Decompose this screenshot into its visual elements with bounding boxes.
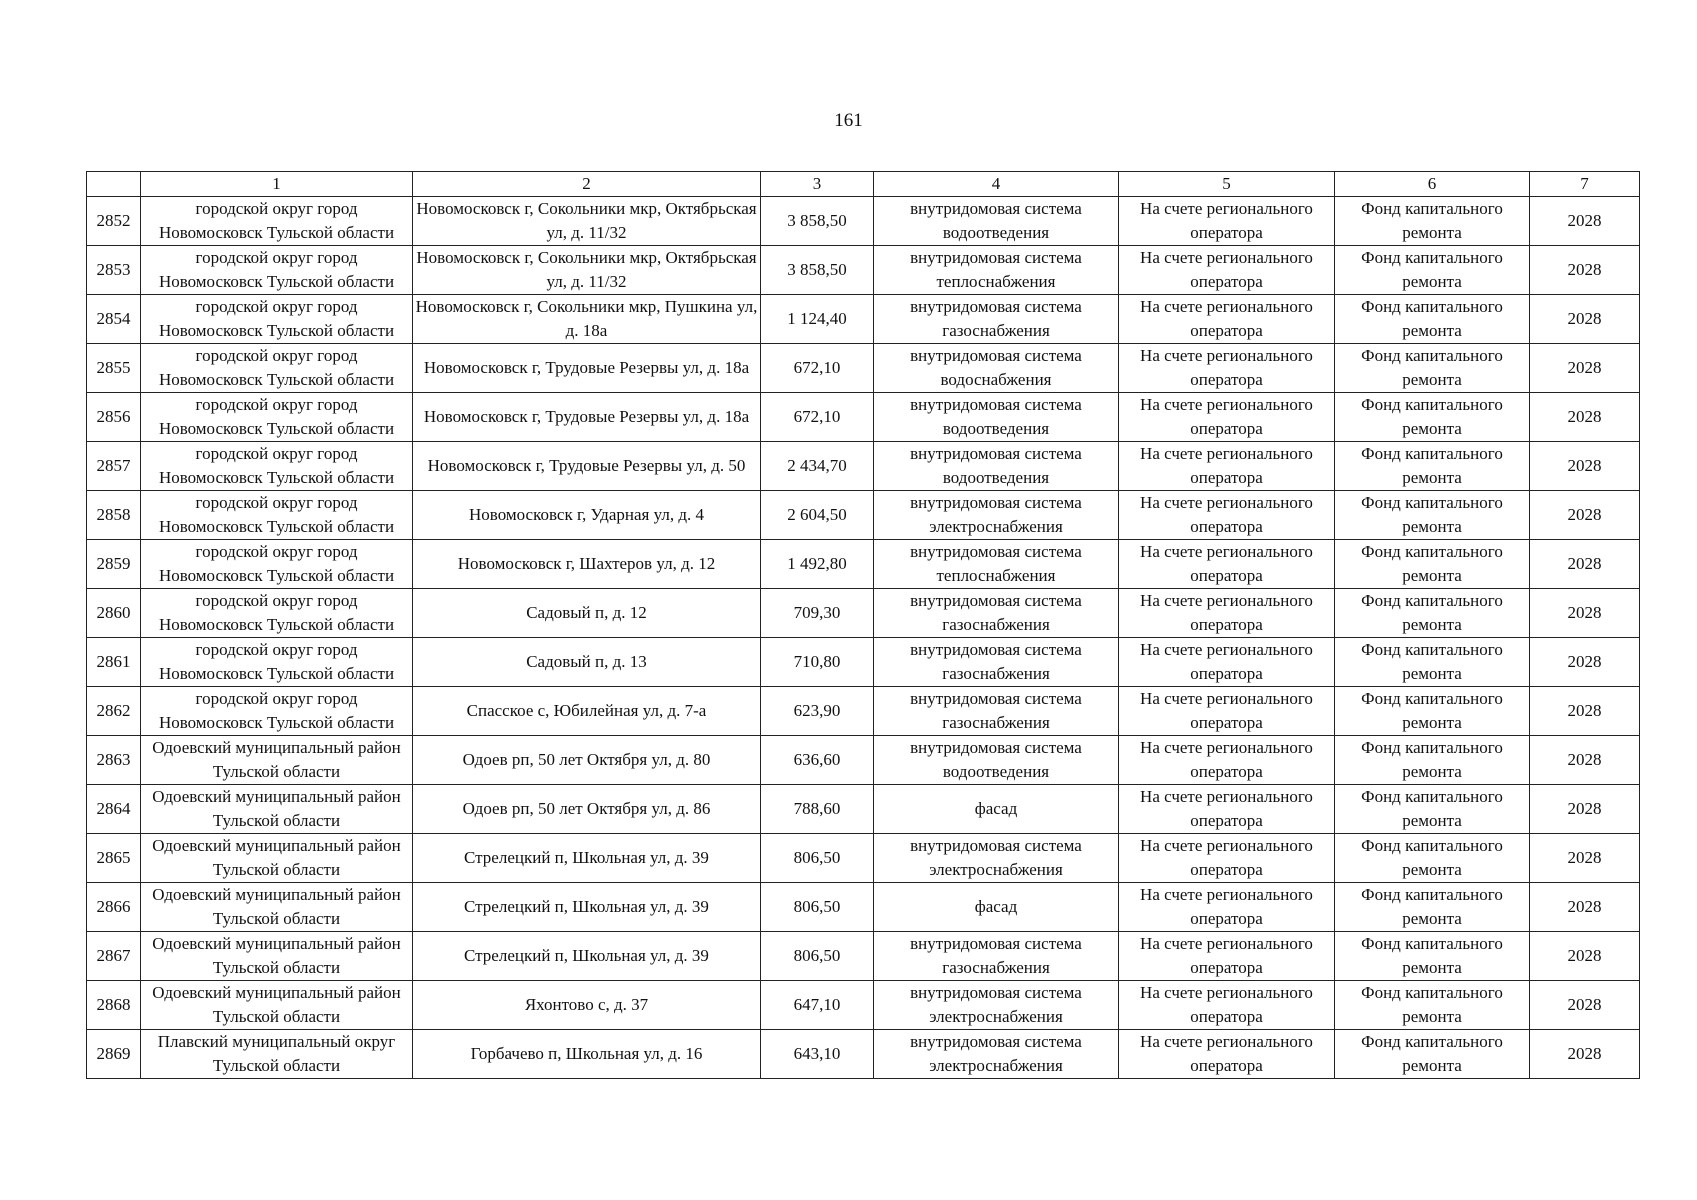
row-number: 2857 bbox=[87, 442, 141, 491]
address-cell: Новомосковск г, Трудовые Резервы ул, д. 18а bbox=[413, 393, 761, 442]
account-cell: На счете регионального оператора bbox=[1119, 491, 1335, 540]
row-number: 2869 bbox=[87, 1030, 141, 1079]
funding-source-cell: Фонд капитального ремонта bbox=[1335, 883, 1530, 932]
municipality-cell: городской округ город Новомосковск Тульской области bbox=[141, 344, 413, 393]
repair-schedule-table bbox=[86, 171, 1640, 1079]
year-cell: 2028 bbox=[1530, 344, 1640, 393]
address-cell: Стрелецкий п, Школьная ул, д. 39 bbox=[413, 883, 761, 932]
municipality-cell: городской округ город Новомосковск Тульской области bbox=[141, 295, 413, 344]
column-header-6: 6 bbox=[1335, 172, 1530, 197]
year-cell: 2028 bbox=[1530, 589, 1640, 638]
municipality-cell: Плавский муниципальный округ Тульской области bbox=[141, 1030, 413, 1079]
account-cell: На счете регионального оператора bbox=[1119, 834, 1335, 883]
table-row bbox=[87, 638, 1640, 687]
table-row bbox=[87, 589, 1640, 638]
row-number: 2866 bbox=[87, 883, 141, 932]
area-cell: 3 858,50 bbox=[761, 197, 874, 246]
row-number: 2854 bbox=[87, 295, 141, 344]
repair-type-cell: внутридомовая система газоснабжения bbox=[874, 687, 1119, 736]
area-cell: 2 604,50 bbox=[761, 491, 874, 540]
row-number: 2859 bbox=[87, 540, 141, 589]
repair-type-cell: внутридомовая система водоотведения bbox=[874, 393, 1119, 442]
account-cell: На счете регионального оператора bbox=[1119, 981, 1335, 1030]
row-number: 2862 bbox=[87, 687, 141, 736]
address-cell: Горбачево п, Школьная ул, д. 16 bbox=[413, 1030, 761, 1079]
address-cell: Новомосковск г, Сокольники мкр, Пушкина ул, д. 18а bbox=[413, 295, 761, 344]
repair-type-cell: фасад bbox=[874, 883, 1119, 932]
row-number: 2860 bbox=[87, 589, 141, 638]
funding-source-cell: Фонд капитального ремонта bbox=[1335, 785, 1530, 834]
account-cell: На счете регионального оператора bbox=[1119, 197, 1335, 246]
funding-source-cell: Фонд капитального ремонта bbox=[1335, 932, 1530, 981]
address-cell: Новомосковск г, Ударная ул, д. 4 bbox=[413, 491, 761, 540]
area-cell: 636,60 bbox=[761, 736, 874, 785]
repair-type-cell: внутридомовая система водоотведения bbox=[874, 442, 1119, 491]
table-row bbox=[87, 834, 1640, 883]
page-number: 161 bbox=[834, 110, 863, 131]
account-cell: На счете регионального оператора bbox=[1119, 932, 1335, 981]
column-number-header-row bbox=[87, 172, 1640, 197]
address-cell: Одоев рп, 50 лет Октября ул, д. 86 bbox=[413, 785, 761, 834]
funding-source-cell: Фонд капитального ремонта bbox=[1335, 981, 1530, 1030]
row-number: 2868 bbox=[87, 981, 141, 1030]
year-cell: 2028 bbox=[1530, 393, 1640, 442]
account-cell: На счете регионального оператора bbox=[1119, 785, 1335, 834]
year-cell: 2028 bbox=[1530, 638, 1640, 687]
year-cell: 2028 bbox=[1530, 736, 1640, 785]
row-number: 2855 bbox=[87, 344, 141, 393]
year-cell: 2028 bbox=[1530, 932, 1640, 981]
municipality-cell: городской округ город Новомосковск Тульской области bbox=[141, 638, 413, 687]
address-cell: Новомосковск г, Трудовые Резервы ул, д. 18а bbox=[413, 344, 761, 393]
account-cell: На счете регионального оператора bbox=[1119, 736, 1335, 785]
table-row bbox=[87, 540, 1640, 589]
row-number: 2867 bbox=[87, 932, 141, 981]
repair-type-cell: внутридомовая система водоотведения bbox=[874, 197, 1119, 246]
funding-source-cell: Фонд капитального ремонта bbox=[1335, 834, 1530, 883]
table-row bbox=[87, 883, 1640, 932]
repair-type-cell: внутридомовая система газоснабжения bbox=[874, 638, 1119, 687]
municipality-cell: городской округ город Новомосковск Тульской области bbox=[141, 491, 413, 540]
area-cell: 2 434,70 bbox=[761, 442, 874, 491]
year-cell: 2028 bbox=[1530, 442, 1640, 491]
row-number: 2861 bbox=[87, 638, 141, 687]
address-cell: Новомосковск г, Трудовые Резервы ул, д. 50 bbox=[413, 442, 761, 491]
funding-source-cell: Фонд капитального ремонта bbox=[1335, 295, 1530, 344]
municipality-cell: Одоевский муниципальный район Тульской области bbox=[141, 981, 413, 1030]
repair-type-cell: внутридомовая система водоснабжения bbox=[874, 344, 1119, 393]
funding-source-cell: Фонд капитального ремонта bbox=[1335, 540, 1530, 589]
year-cell: 2028 bbox=[1530, 197, 1640, 246]
table-row bbox=[87, 1030, 1640, 1079]
municipality-cell: городской округ город Новомосковск Тульской области bbox=[141, 197, 413, 246]
municipality-cell: городской округ город Новомосковск Тульской области bbox=[141, 540, 413, 589]
table-row bbox=[87, 785, 1640, 834]
row-number: 2865 bbox=[87, 834, 141, 883]
table-row bbox=[87, 295, 1640, 344]
column-header-5: 5 bbox=[1119, 172, 1335, 197]
municipality-cell: городской округ город Новомосковск Тульской области bbox=[141, 442, 413, 491]
area-cell: 643,10 bbox=[761, 1030, 874, 1079]
column-header-7: 7 bbox=[1530, 172, 1640, 197]
account-cell: На счете регионального оператора bbox=[1119, 344, 1335, 393]
municipality-cell: городской округ город Новомосковск Тульской области bbox=[141, 246, 413, 295]
table-row bbox=[87, 197, 1640, 246]
table-row bbox=[87, 932, 1640, 981]
area-cell: 672,10 bbox=[761, 393, 874, 442]
table-row bbox=[87, 736, 1640, 785]
municipality-cell: Одоевский муниципальный район Тульской области bbox=[141, 736, 413, 785]
address-cell: Стрелецкий п, Школьная ул, д. 39 bbox=[413, 932, 761, 981]
account-cell: На счете регионального оператора bbox=[1119, 295, 1335, 344]
table-row bbox=[87, 344, 1640, 393]
area-cell: 3 858,50 bbox=[761, 246, 874, 295]
table-row bbox=[87, 442, 1640, 491]
account-cell: На счете регионального оператора bbox=[1119, 393, 1335, 442]
area-cell: 1 492,80 bbox=[761, 540, 874, 589]
column-header-1: 1 bbox=[141, 172, 413, 197]
year-cell: 2028 bbox=[1530, 246, 1640, 295]
repair-type-cell: внутридомовая система газоснабжения bbox=[874, 295, 1119, 344]
area-cell: 806,50 bbox=[761, 834, 874, 883]
year-cell: 2028 bbox=[1530, 295, 1640, 344]
repair-type-cell: внутридомовая система теплоснабжения bbox=[874, 246, 1119, 295]
table-row bbox=[87, 246, 1640, 295]
year-cell: 2028 bbox=[1530, 981, 1640, 1030]
account-cell: На счете регионального оператора bbox=[1119, 589, 1335, 638]
year-cell: 2028 bbox=[1530, 1030, 1640, 1079]
row-number: 2852 bbox=[87, 197, 141, 246]
year-cell: 2028 bbox=[1530, 491, 1640, 540]
funding-source-cell: Фонд капитального ремонта bbox=[1335, 736, 1530, 785]
row-number: 2864 bbox=[87, 785, 141, 834]
column-header-2: 2 bbox=[413, 172, 761, 197]
funding-source-cell: Фонд капитального ремонта bbox=[1335, 687, 1530, 736]
account-cell: На счете регионального оператора bbox=[1119, 687, 1335, 736]
funding-source-cell: Фонд капитального ремонта bbox=[1335, 638, 1530, 687]
address-cell: Новомосковск г, Шахтеров ул, д. 12 bbox=[413, 540, 761, 589]
area-cell: 623,90 bbox=[761, 687, 874, 736]
area-cell: 709,30 bbox=[761, 589, 874, 638]
repair-type-cell: внутридомовая система электроснабжения bbox=[874, 1030, 1119, 1079]
table-row bbox=[87, 491, 1640, 540]
area-cell: 647,10 bbox=[761, 981, 874, 1030]
row-number: 2853 bbox=[87, 246, 141, 295]
repair-type-cell: внутридомовая система электроснабжения bbox=[874, 834, 1119, 883]
repair-type-cell: внутридомовая система газоснабжения bbox=[874, 589, 1119, 638]
municipality-cell: Одоевский муниципальный район Тульской области bbox=[141, 932, 413, 981]
address-cell: Новомосковск г, Сокольники мкр, Октябрьская ул, д. 11/32 bbox=[413, 246, 761, 295]
year-cell: 2028 bbox=[1530, 687, 1640, 736]
area-cell: 788,60 bbox=[761, 785, 874, 834]
account-cell: На счете регионального оператора bbox=[1119, 442, 1335, 491]
table-row bbox=[87, 687, 1640, 736]
table-row bbox=[87, 981, 1640, 1030]
year-cell: 2028 bbox=[1530, 883, 1640, 932]
funding-source-cell: Фонд капитального ремонта bbox=[1335, 589, 1530, 638]
account-cell: На счете регионального оператора bbox=[1119, 638, 1335, 687]
municipality-cell: городской округ город Новомосковск Тульской области bbox=[141, 589, 413, 638]
account-cell: На счете регионального оператора bbox=[1119, 246, 1335, 295]
address-cell: Одоев рп, 50 лет Октября ул, д. 80 bbox=[413, 736, 761, 785]
year-cell: 2028 bbox=[1530, 834, 1640, 883]
account-cell: На счете регионального оператора bbox=[1119, 1030, 1335, 1079]
address-cell: Садовый п, д. 12 bbox=[413, 589, 761, 638]
funding-source-cell: Фонд капитального ремонта bbox=[1335, 246, 1530, 295]
account-cell: На счете регионального оператора bbox=[1119, 883, 1335, 932]
address-cell: Новомосковск г, Сокольники мкр, Октябрьская ул, д. 11/32 bbox=[413, 197, 761, 246]
repair-type-cell: внутридомовая система электроснабжения bbox=[874, 491, 1119, 540]
funding-source-cell: Фонд капитального ремонта bbox=[1335, 393, 1530, 442]
address-cell: Яхонтово с, д. 37 bbox=[413, 981, 761, 1030]
table-body bbox=[87, 197, 1640, 1079]
account-cell: На счете регионального оператора bbox=[1119, 540, 1335, 589]
year-cell: 2028 bbox=[1530, 785, 1640, 834]
repair-type-cell: внутридомовая система водоотведения bbox=[874, 736, 1119, 785]
area-cell: 806,50 bbox=[761, 883, 874, 932]
row-number: 2858 bbox=[87, 491, 141, 540]
year-cell: 2028 bbox=[1530, 540, 1640, 589]
address-cell: Стрелецкий п, Школьная ул, д. 39 bbox=[413, 834, 761, 883]
area-cell: 1 124,40 bbox=[761, 295, 874, 344]
column-header-3: 3 bbox=[761, 172, 874, 197]
column-header-4: 4 bbox=[874, 172, 1119, 197]
row-number: 2856 bbox=[87, 393, 141, 442]
funding-source-cell: Фонд капитального ремонта bbox=[1335, 344, 1530, 393]
area-cell: 710,80 bbox=[761, 638, 874, 687]
municipality-cell: городской округ город Новомосковск Тульской области bbox=[141, 687, 413, 736]
row-number: 2863 bbox=[87, 736, 141, 785]
area-cell: 672,10 bbox=[761, 344, 874, 393]
address-cell: Спасское с, Юбилейная ул, д. 7-а bbox=[413, 687, 761, 736]
address-cell: Садовый п, д. 13 bbox=[413, 638, 761, 687]
funding-source-cell: Фонд капитального ремонта bbox=[1335, 1030, 1530, 1079]
repair-type-cell: внутридомовая система газоснабжения bbox=[874, 932, 1119, 981]
funding-source-cell: Фонд капитального ремонта bbox=[1335, 491, 1530, 540]
column-header-0 bbox=[87, 172, 141, 197]
municipality-cell: Одоевский муниципальный район Тульской области bbox=[141, 883, 413, 932]
table-row bbox=[87, 393, 1640, 442]
repair-type-cell: фасад bbox=[874, 785, 1119, 834]
repair-type-cell: внутридомовая система электроснабжения bbox=[874, 981, 1119, 1030]
municipality-cell: Одоевский муниципальный район Тульской области bbox=[141, 785, 413, 834]
repair-type-cell: внутридомовая система теплоснабжения bbox=[874, 540, 1119, 589]
funding-source-cell: Фонд капитального ремонта bbox=[1335, 442, 1530, 491]
municipality-cell: Одоевский муниципальный район Тульской области bbox=[141, 834, 413, 883]
funding-source-cell: Фонд капитального ремонта bbox=[1335, 197, 1530, 246]
municipality-cell: городской округ город Новомосковск Тульской области bbox=[141, 393, 413, 442]
area-cell: 806,50 bbox=[761, 932, 874, 981]
